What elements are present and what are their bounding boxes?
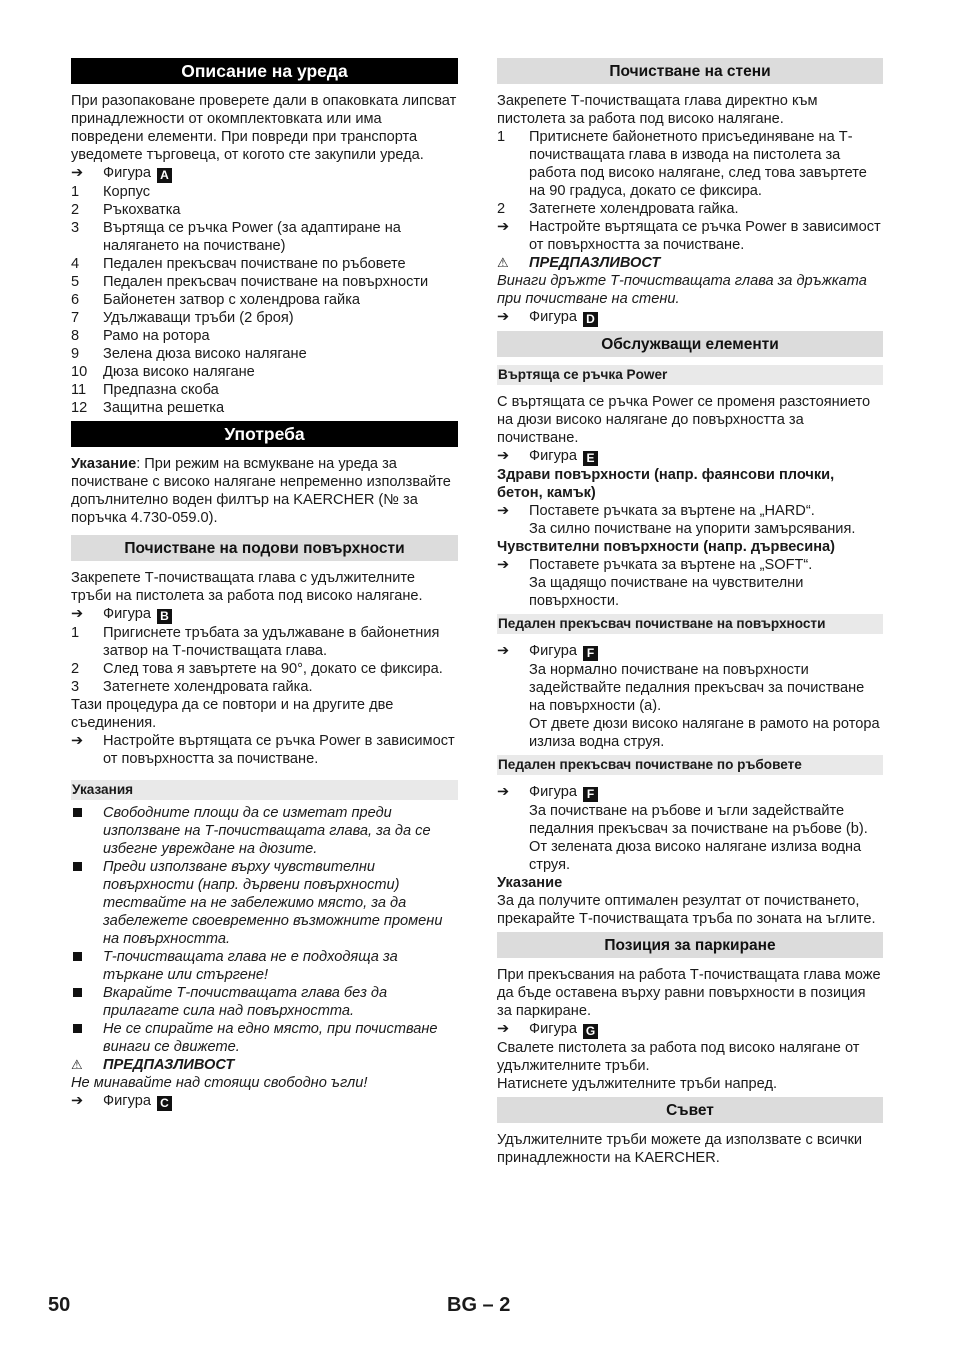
caution-heading: ⚠ ПРЕДПАЗЛИВОСТ	[71, 1057, 235, 1073]
item-number: 1	[71, 625, 80, 641]
wall-steps-list	[497, 128, 883, 218]
floor-action: ➔ Настройте въртящата се ръчка Power в зависимост от повърхността за почистване.	[71, 733, 455, 767]
figure-ref-f-edge: ➔ Фигура F За почистване на ръбове и ъгли задействайте педалния прекъсвач за почистване на ръбове (b). От зелената дюза високо налягане излиза водна струя.	[497, 784, 868, 873]
part-item	[71, 183, 458, 201]
section-heading-usage: Употреба	[71, 421, 458, 447]
bullet-text: Свободните площи да се изметат преди използване на Т-почистващата глава, за да се избегне увреждане на дюзите.	[103, 805, 431, 857]
item-text: Педален прекъсвач почистване на повърхности	[103, 274, 429, 290]
arrow-icon: ➔	[497, 219, 510, 235]
parking-text-3: Натиснете удължителните тръби напред.	[497, 1076, 778, 1092]
note-bullet	[71, 858, 458, 948]
item-number: 1	[497, 129, 506, 145]
part-item	[71, 219, 458, 255]
page-number: 50	[48, 1294, 71, 1316]
note-bullet	[71, 948, 458, 984]
figure-c-icon: C	[157, 1096, 172, 1111]
tip-text: Удължителните тръби можете да използвате с всички принадлежности на KAERCHER.	[497, 1132, 863, 1166]
item-number: 8	[71, 328, 80, 344]
arrow-icon: ➔	[71, 165, 84, 181]
caution-heading: ⚠ ПРЕДПАЗЛИВОСТ	[497, 255, 661, 271]
arrow-icon: ➔	[497, 557, 510, 573]
item-text: Байонетен затвор с холендрова гайка	[103, 292, 361, 308]
part-item	[71, 291, 458, 309]
item-text: Притиснете байонетното присъединяване на Т-почистващата глава в извода на пистолета за работа под високо налягане, след това завъртете на 90 градуса, докато се фиксира.	[529, 129, 867, 199]
bullet-text: Т-почистващата глава не е подходяща за търкане или стъргене!	[103, 949, 398, 983]
arrow-icon: ➔	[71, 733, 84, 749]
figure-b-icon: B	[157, 609, 172, 624]
usage-note: Указание: При режим на всмукване на уреда за почистване с високо налягане непременно използвайте допълнително воден филтър на KAERCHER (№ за поръчка 4.730-059.0).	[71, 456, 451, 526]
parking-text: При прекъсвания на работа Т-почистващата глава може да бъде оставена върху равни повърхности в позиция за паркиране.	[497, 967, 881, 1019]
subheading-surface-pedal: Педален прекъсвач почистване на повърхности	[497, 614, 883, 634]
figure-ref-e: ➔ Фигура E	[497, 447, 883, 466]
arrow-icon: ➔	[497, 448, 510, 464]
item-text: Предпазна скоба	[103, 382, 219, 398]
figure-e-icon: E	[583, 451, 598, 466]
step-item	[71, 660, 458, 678]
hard-action: ➔ Поставете ръчката за въртене на „HARD“. За силно почистване на упорити замърсявания.	[497, 503, 856, 537]
item-number: 12	[71, 400, 88, 416]
item-text: Рамо на ротора	[103, 328, 210, 344]
figure-ref-f-surface: ➔ Фигура F За нормално почистване на повърхности задействайте педалния прекъсвач за почистване на повърхности (a). От двете дюзи високо налягане в рамото на ротора излиза водна струя.	[497, 643, 880, 750]
figure-ref-c: ➔ Фигура C	[71, 1092, 458, 1111]
item-text: Дюза високо налягане	[103, 364, 255, 380]
part-item	[71, 309, 458, 327]
section-heading-walls: Почистване на стени	[497, 58, 883, 84]
item-number: 3	[71, 679, 80, 695]
step-item	[71, 624, 458, 660]
arrow-icon: ➔	[71, 606, 84, 622]
soft-surfaces-heading: Чувствителни повърхности (напр. дървесина)	[497, 539, 836, 555]
parking-text-2: Свалете пистолета за работа под високо налягане от удължителните тръби.	[497, 1040, 860, 1074]
power-text: С въртящата се ръчка Power се променя разстоянието на дюзи високо налягане до повърхността за почистване.	[497, 394, 871, 446]
hard-surfaces-heading: Здрави повърхности (напр. фаянсови плочки, бетон, камък)	[497, 467, 835, 501]
bullet-text: Вкарайте Т-почистващата глава без да прилагате сила над повърхността.	[103, 985, 388, 1019]
arrow-icon: ➔	[497, 643, 510, 659]
notes-bullet-list	[71, 804, 458, 1056]
item-text: Пригиснете тръбата за удължаване в байонетния затвор на Т-почистващата глава.	[103, 625, 440, 659]
part-item	[71, 327, 458, 345]
walls-intro: Закрепете Т-почистващата глава директно към пистолета за работа под високо налягане.	[497, 93, 818, 127]
item-number: 2	[71, 661, 80, 677]
square-bullet-icon	[71, 804, 103, 858]
item-number: 2	[71, 202, 80, 218]
item-number: 2	[497, 201, 506, 217]
note-text: За да получите оптимален резултат от почистването, прекарайте Т-почистващата тръба по зоната на ъглите.	[497, 893, 876, 927]
part-item	[71, 255, 458, 273]
item-number: 4	[71, 256, 80, 272]
step-item	[497, 200, 883, 218]
floor-repeat: Тази процедура да се повтори и на другите две съединения.	[71, 697, 394, 731]
square-bullet-icon	[71, 1020, 103, 1056]
item-text: След това я завъртете на 90°, докато се фиксира.	[103, 661, 443, 677]
note-bullet	[71, 984, 458, 1020]
floor-intro: Закрепете Т-почистващата глава с удължителните тръби на пистолета за работа под високо налягане.	[71, 570, 423, 604]
arrow-icon: ➔	[497, 1021, 510, 1037]
item-number: 11	[71, 382, 87, 398]
part-item	[71, 363, 458, 381]
bullet-text: Не се спирайте на едно място, при почистване винаги се движете.	[103, 1021, 438, 1055]
note-heading: Указание	[497, 875, 563, 891]
part-item	[71, 273, 458, 291]
intro-paragraph: При разопаковане проверете дали в опаковката липсват принадлежности от окомплектовката или има повредени елементи. При повреди при транспорта уведомете търговеца, от когото сте закупили уреда.	[71, 93, 457, 163]
step-item	[497, 128, 883, 200]
note-bullet	[71, 1020, 458, 1056]
part-item	[71, 201, 458, 219]
section-heading-description: Описание на уреда	[71, 58, 458, 84]
arrow-icon: ➔	[497, 503, 510, 519]
item-text: Ръкохватка	[103, 202, 181, 218]
figure-ref-a: ➔ Фигура A	[71, 164, 458, 183]
arrow-icon: ➔	[71, 1093, 84, 1109]
left-column	[71, 58, 458, 1111]
floor-steps-list	[71, 624, 458, 696]
figure-ref-b: ➔ Фигура B	[71, 605, 458, 624]
section-heading-floor: Почистване на подови повърхности	[71, 535, 458, 561]
item-number: 1	[71, 184, 80, 200]
subheading-edge-pedal: Педален прекъсвач почистване по ръбовете	[497, 755, 883, 775]
subheading-notes: Указания	[71, 780, 458, 800]
arrow-icon: ➔	[497, 784, 510, 800]
item-number: 3	[71, 220, 80, 236]
square-bullet-icon	[71, 858, 103, 948]
item-text: Удължаващи тръби (2 броя)	[103, 310, 294, 326]
warning-icon: ⚠	[71, 1057, 83, 1072]
square-bullet-icon	[71, 984, 103, 1020]
figure-f-icon: F	[583, 787, 598, 802]
step-item	[71, 678, 458, 696]
item-number: 7	[71, 310, 80, 326]
right-column	[497, 58, 883, 1167]
item-text: Зелена дюза високо налягане	[103, 346, 307, 362]
figure-d-icon: D	[583, 312, 598, 327]
item-text: Затегнете холендровата гайка.	[103, 679, 313, 695]
item-text: Защитна решетка	[103, 400, 225, 416]
language-page-code: BG – 2	[447, 1294, 511, 1316]
parts-list	[71, 183, 458, 417]
walls-action: ➔ Настройте въртящата се ръчка Power в зависимост от повърхността за почистване.	[497, 219, 881, 253]
caution-text: Винаги дръжте Т-почистващата глава за дръжката при почистване на стени.	[497, 273, 867, 307]
bullet-text: Преди използване върху чувствителни повърхности (напр. дървени повърхности) тествайте на не забележимо място, за да забележете своевременно възможните промени на повърхността.	[103, 859, 443, 947]
item-text: Педален прекъсвач почистване по ръбовете	[103, 256, 406, 272]
item-number: 5	[71, 274, 80, 290]
item-number: 10	[71, 364, 88, 380]
figure-a-icon: A	[157, 168, 172, 183]
part-item	[71, 345, 458, 363]
section-heading-tip: Съвет	[497, 1097, 883, 1123]
item-number: 6	[71, 292, 80, 308]
caution-text: Не минавайте над стоящи свободно ъгли!	[71, 1075, 368, 1091]
part-item	[71, 381, 458, 399]
part-item	[71, 399, 458, 417]
note-bullet	[71, 804, 458, 858]
figure-f-icon: F	[583, 646, 598, 661]
warning-icon: ⚠	[497, 255, 509, 270]
arrow-icon: ➔	[497, 309, 510, 325]
item-text: Затегнете холендровата гайка.	[529, 201, 739, 217]
section-heading-parking: Позиция за паркиране	[497, 932, 883, 958]
item-number: 9	[71, 346, 80, 362]
soft-action: ➔ Поставете ръчката за въртене на „SOFT“. За щадящо почистване на чувствителни повърхности.	[497, 557, 813, 609]
item-text: Въртяща се ръчка Power (за адаптиране на налягането на почистване)	[103, 220, 401, 254]
subheading-power-knob: Въртяща се ръчка Power	[497, 365, 883, 385]
square-bullet-icon	[71, 948, 103, 984]
figure-ref-g: ➔ Фигура G	[497, 1020, 883, 1039]
figure-g-icon: G	[583, 1024, 598, 1039]
item-text: Корпус	[103, 184, 151, 200]
figure-ref-d: ➔ Фигура D	[497, 308, 883, 327]
section-heading-controls: Обслужващи елементи	[497, 331, 883, 357]
